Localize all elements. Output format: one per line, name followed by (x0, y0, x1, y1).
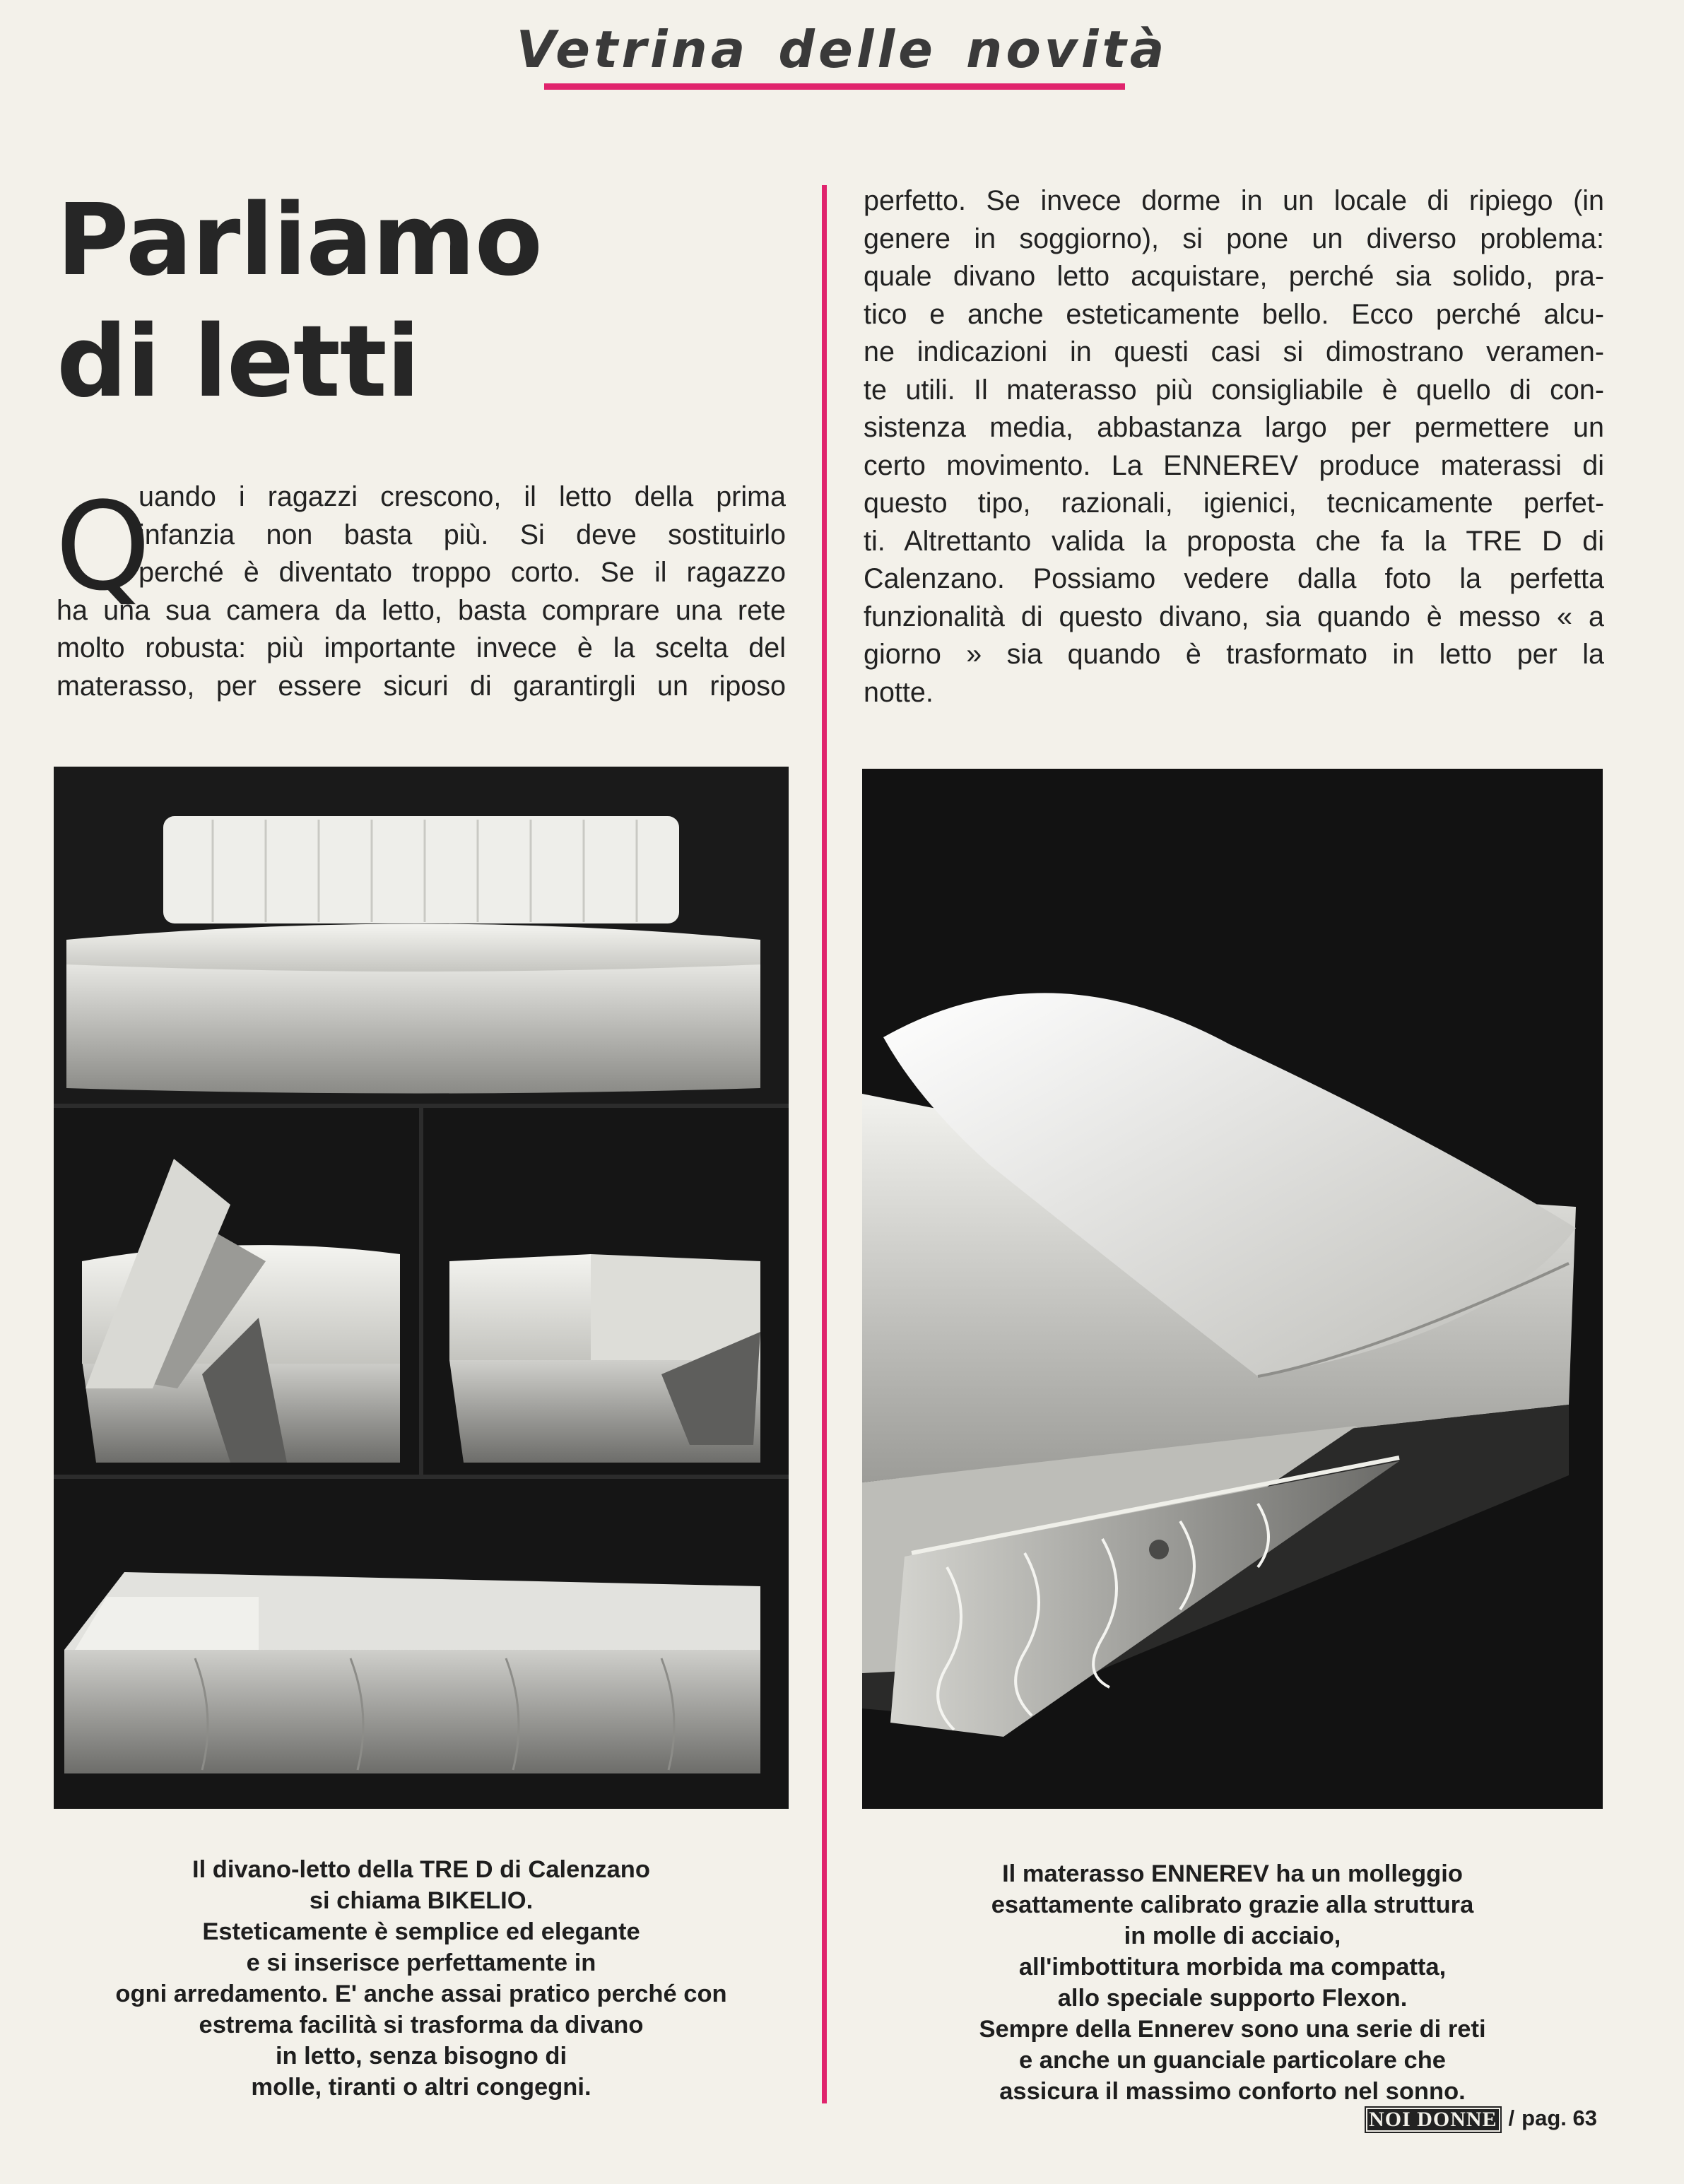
col2-line: ne indicazioni in questi casi si dimostrano veramen- (864, 336, 1604, 367)
sofa-bed-illustration (54, 767, 789, 1809)
caption-line: allo speciale supporto Flexon. (1057, 1985, 1408, 2012)
header-rule (544, 83, 1125, 90)
second-column-paragraph (864, 182, 1604, 712)
caption-line: si chiama BIKELIO. (309, 1887, 534, 1914)
caption-line: e anche un guanciale particolare che (1019, 2047, 1446, 2074)
caption-line: Il materasso ENNEREV ha un molleggio (1002, 1860, 1463, 1887)
col2-line: sistenza media, abbastanza largo per permettere un (864, 412, 1604, 443)
col2-line: te utili. Il materasso più consigliabile è quello di con- (864, 374, 1604, 406)
col2-line: funzionalità di questo divano, sia quando è messo « a (864, 601, 1604, 632)
caption-line: molle, tiranti o altri congegni. (251, 2074, 591, 2101)
intro-paragraph (57, 478, 786, 705)
mattress-photo (862, 769, 1603, 1809)
caption-line: Sempre della Ennerev sono una serie di reti (979, 2016, 1486, 2043)
caption-line: esattamente calibrato grazie alla struttura (991, 1891, 1474, 1918)
footer-separator: / (1508, 2106, 1515, 2130)
intro-line: materasso, per essere sicuri di garantirgli un riposo (57, 670, 786, 702)
col2-line: ti. Altrettanto valida la proposta che fa la TRE D di (864, 525, 1604, 557)
col2-line: notte. (864, 676, 934, 708)
caption-line: in letto, senza bisogno di (275, 2043, 567, 2070)
caption-line: Il divano-letto della TRE D di Calenzano (192, 1856, 650, 1883)
column-divider (822, 185, 827, 2103)
caption-line: all'imbottitura morbida ma compatta, (1018, 1954, 1447, 1981)
sofa-bed-photo (54, 767, 789, 1809)
headline-line-2: di letti (57, 305, 420, 420)
caption-line: estrema facilità si trasforma da divano (199, 2012, 644, 2038)
col2-line: perfetto. Se invece dorme in un locale di ripiego (in (864, 185, 1604, 216)
headline (57, 180, 763, 423)
intro-line: infanzia non basta più. Si deve sostituirlo (139, 519, 786, 550)
magazine-logo: NOI DONNE (1365, 2106, 1502, 2133)
caption-line: in molle di acciaio, (1124, 1923, 1341, 1949)
headline-line-1: Parliamo (57, 183, 542, 298)
col2-line: tico e anche esteticamente bello. Ecco perché alcu- (864, 298, 1604, 330)
section-title: Vetrina delle novità (516, 20, 1168, 79)
caption-line: assicura il massimo conforto nel sonno. (999, 2078, 1466, 2105)
mattress-caption (862, 1858, 1603, 2107)
col2-line: giorno » sia quando è trasformato in letto per la (864, 639, 1604, 670)
col2-line: questo tipo, razionali, igienici, tecnicamente perfet- (864, 488, 1604, 519)
col2-line: quale divano letto acquistare, perché sia solido, pra- (864, 261, 1604, 292)
intro-line: ha una sua camera da letto, basta comprare una rete (57, 594, 786, 626)
caption-line: e si inserisce perfettamente in (246, 1949, 596, 1976)
intro-line: perché è diventato troppo corto. Se il ragazzo (139, 557, 786, 588)
caption-line: ogni arredamento. E' anche assai pratico perché con (115, 1981, 727, 2007)
col2-line: Calenzano. Possiamo vedere dalla foto la perfetta (864, 563, 1604, 594)
drop-cap: Q (55, 476, 151, 618)
mattress-illustration (862, 769, 1603, 1809)
caption-line: Esteticamente è semplice ed elegante (202, 1918, 640, 1945)
sofa-bed-caption (54, 1854, 789, 2103)
col2-line: genere in soggiorno), si pone un diverso problema: (864, 223, 1604, 254)
col2-line: certo movimento. La ENNEREV produce materassi di (864, 449, 1604, 481)
intro-line: molto robusta: più importante invece è la scelta del (57, 632, 786, 663)
page-footer (1329, 2106, 1597, 2133)
page-number: pag. 63 (1521, 2106, 1597, 2130)
intro-line: uando i ragazzi crescono, il letto della prima (139, 481, 786, 512)
